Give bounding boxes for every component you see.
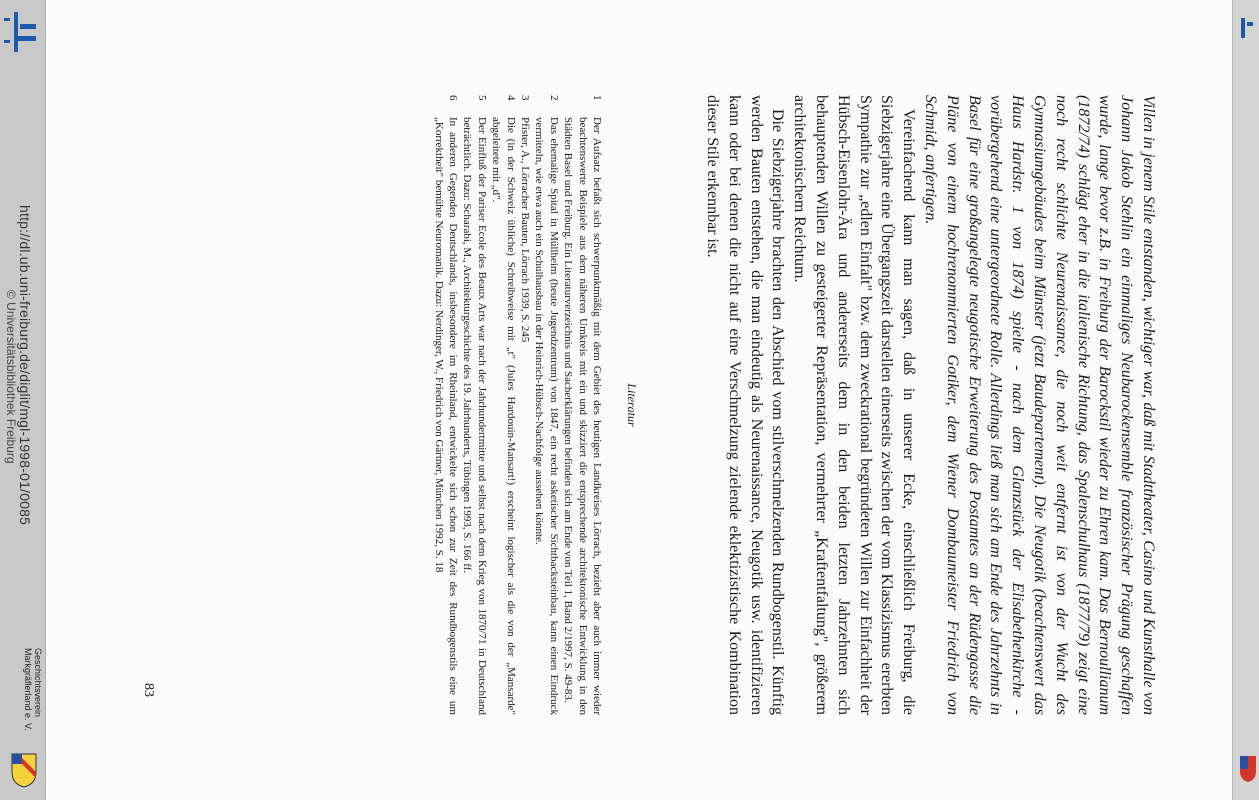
- society-line-1: Geschichtsverein: [33, 648, 43, 718]
- scanned-page: [46, 0, 1232, 800]
- paragraph-3: Die Siebzigerjahre brachten den Abschied vom stilverschmelzenden Rundbogenstil. Künftig werden Bauten entstehen, die man eindeutig als Neurenaissance, Neugotik usw. identifizieren kann oder bei denen die nicht auf eine Verschmelzung zielende eklektizistische Kombination dieser Stile erkennbar ist.: [704, 95, 787, 715]
- footnote-5: [460, 95, 489, 715]
- society-name-text: [23, 648, 43, 731]
- footnote-number: 6: [446, 95, 459, 101]
- footnote-number: 1: [591, 95, 603, 101]
- footnote-number: 2: [547, 95, 560, 101]
- page-number: 83: [141, 683, 156, 697]
- footnote-2: [532, 95, 561, 715]
- footnote-number: 3: [518, 95, 531, 101]
- footnote-text: Pfister, A., Lörracher Bauten, Lörrach 1939, S. 245: [518, 117, 531, 343]
- coat-of-arms-icon[interactable]: [1239, 755, 1257, 783]
- footnote-number: 5: [475, 95, 488, 101]
- footnote-text: Die (in der Schweiz übliche) Schreibweise mit „t" (Jules Hardouin-Mansart!) erscheint logischer als die von der „Mansarde" abgeleitete mit „d".: [490, 117, 517, 715]
- coat-of-arms-icon[interactable]: [10, 752, 38, 788]
- footnote-text: Der Einfluß der Pariser Ecole des Beaux Arts war nach der Jahrhundertmitte und selbst nach dem Krieg von 1870/71 in Deutschland beträchtlich. Dazu: Scharabi, M., Architekturgeschichte des 19. Jahrhunderts, Tübingen 1993, S. 166 ff.: [461, 117, 488, 715]
- footnote-list: [431, 95, 604, 715]
- footnote-3: [518, 95, 532, 715]
- source-url-text[interactable]: http://dl.ub.uni-freiburg.de/diglit/mgl-1998-01/0085: [17, 205, 33, 526]
- library-copyright-text: © Universitätsbibliothek Freiburg: [4, 290, 18, 464]
- footnote-text: Das ehemalige Spital in Müllheim (heute Jugendzentrum) von 1847, ein recht asketischer Sichtbacksteinbau, kann einen Eindruck vermitteln, wie etwa auch ein Schulhausbau in der Heinrich-Hübsch-Nachfolge aussehen könnte.: [533, 117, 560, 715]
- footnote-text: Der Aufsatz befaßt sich schwerpunktmäßig mit dem Gebiet des heutigen Landkreises Lörrach, bezieht aber auch immer wieder beachtenswerte Beispiele aus dem näheren Umkreis mit ein und skizziert die entsprechende architektonische Entwicklung in den Städten Basel und Freiburg. Ein Literaturverzeichnis und Sacherklärungen befinden sich am Ende von Teil 1, Band 2/1997, S. 49-83.: [562, 117, 603, 715]
- literature-heading: Literatur: [625, 383, 639, 427]
- footnote-text: In anderen Gegenden Deutschlands, insbesondere im Rheinland, entwickelte sich schon zur Zeit des Rundbogenstils eine um „Korrektheit" bemühte Neuromanik. Dazu: Nerdinger, W., Friedrich von Gärtner, München 1992, S. 18: [432, 117, 459, 715]
- footnote-6: [431, 95, 460, 715]
- footnote-number: 4: [504, 95, 517, 101]
- paragraph-2: Vereinfachend kann man sagen, daß in unserer Ecke, einschließlich Freiburg, die Siebzigerjahre eine Übergangszeit darstellen einerseits zwischen der vom Klassizismus ererbten Sympathie zur „edlen Einfalt" bzw. dem zweckrational begründeten Willen zur Einfachheit der Hübsch-Eisenlohr-Ära und andererseits dem in den beiden letzten Jahrzehnten sich behauptenden Willen zu gesteigerter Repräsentation, vermehrter „Kraftentfaltung", größerem architektonischem Reichtum.: [791, 95, 918, 715]
- paragraph-1: Villen in jenem Stile entstanden, wichtiger war, daß mit Stadttheater, Casino und Kunsthalle von Johann Jakob Stehlin ein einmaliges Neubarockensemble französischer Prägung geschaffen wurde, lange bevor z.B. in Freiburg der Barockstil wieder zu Ehren kam. Das Bernoullianum (1872/74) schlägt eher in die italienische Richtung, das Spalenschulhaus (1877/79) zeigt eine noch recht schlichte Neurenaissance, die noch weit entfernt ist von der Wucht des Gymnasiumgebäudes beim Münster (jetzt Baudepartement). Die Neugotik (beachtenswert das Haus Hardstr. 1 von 1874) spielte - nach dem Glanzstück der Elisabethenkirche - vorübergehend eine untergeordnete Rolle. Allerdings ließ man sich am Ende des Jahrzehnts in Basel für eine großangelegte neugotische Erweiterung des Postamtes an der Rüdengasse die Pläne von einem hochrenommierten Gotiker, dem Wiener Dombaumeister Friedrich von Schmidt, anfertigen.: [922, 95, 1157, 715]
- society-line-2: Markgräflerland e. V.: [23, 648, 33, 731]
- ub-freiburg-logo-icon[interactable]: [1241, 18, 1253, 38]
- page-content: [141, 95, 1159, 715]
- left-viewer-strip: [0, 0, 46, 800]
- footnote-1: [561, 95, 604, 715]
- footnote-4: [489, 95, 518, 715]
- right-viewer-strip: [1232, 0, 1259, 800]
